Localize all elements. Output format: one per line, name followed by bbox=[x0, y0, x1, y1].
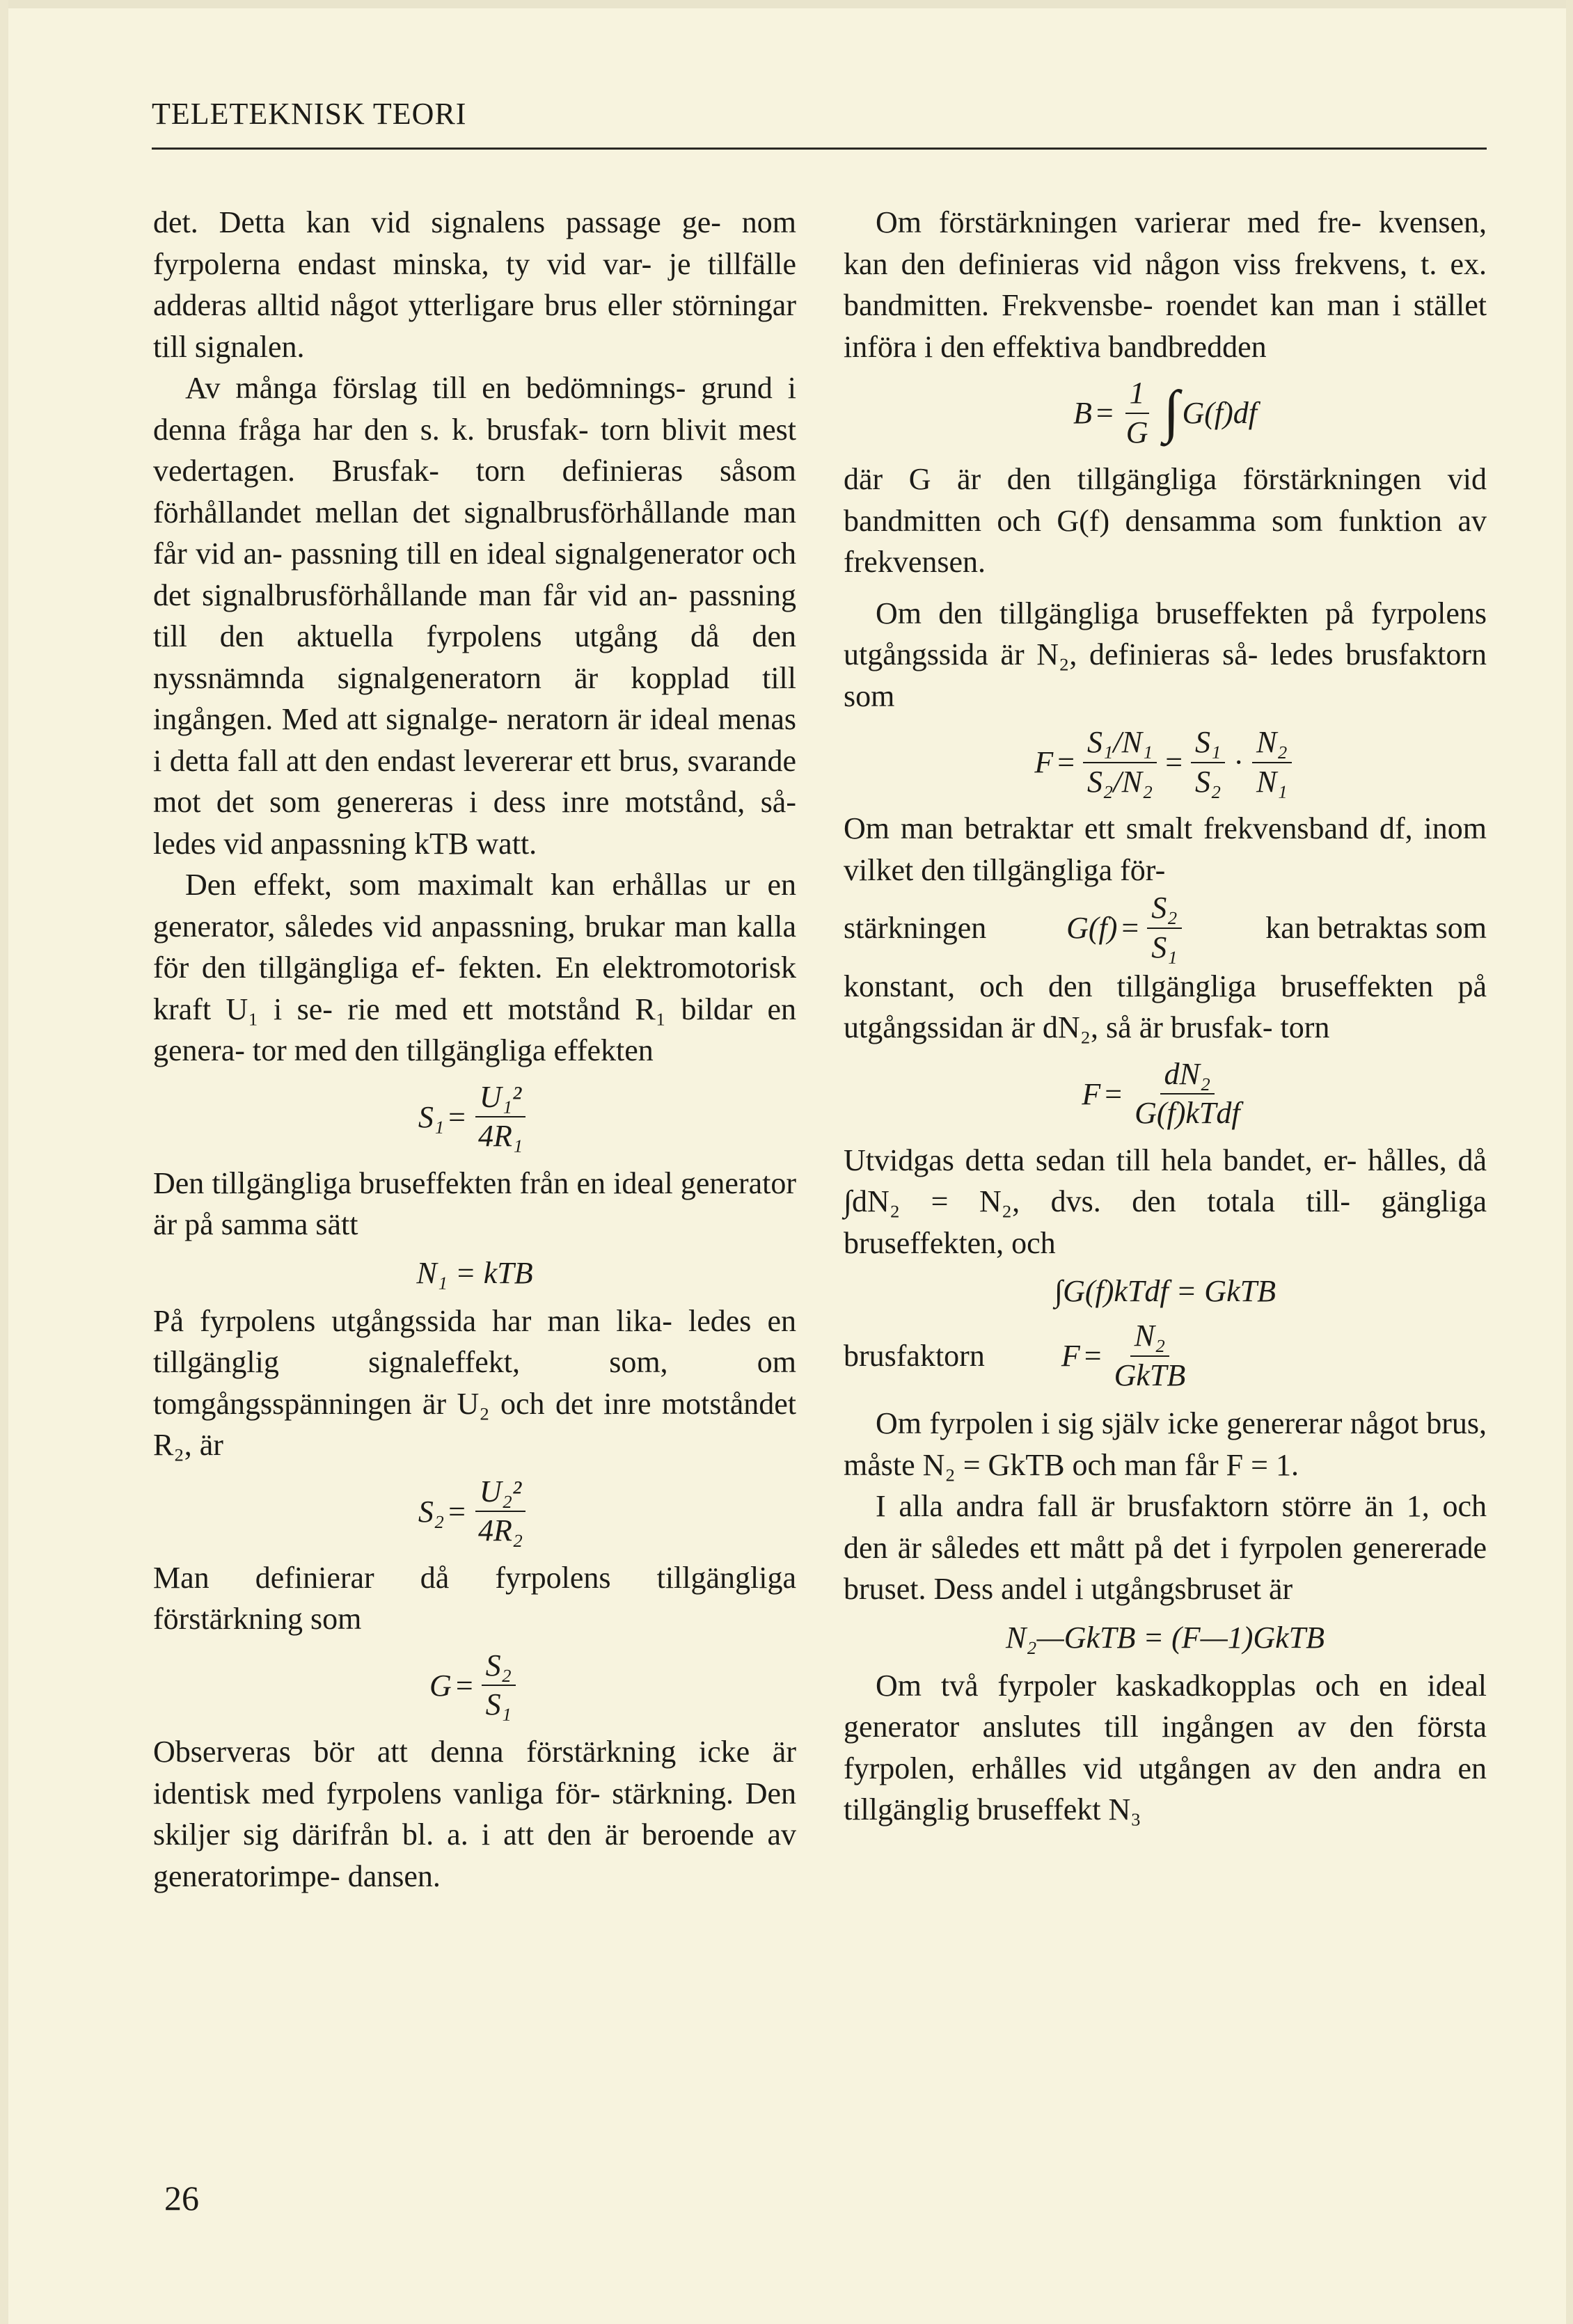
paragraph: Den tillgängliga bruseffekten från en ideal generator är på samma sätt bbox=[153, 1165, 796, 1242]
paragraph: Om den tillgängliga bruseffekten på fyrpolens utgångssida är N₂, definieras så- ledes brusfaktorn som bbox=[844, 596, 1487, 713]
paragraph: Av många förslag till en bedömnings- grund i denna fråga har den s. k. brusfak- torn blivit mest vedertagen. Brusfak- torn definieras såsom förhållandet mellan det signalbrusförhållande man får vid an- passning till en ideal signalgenerator och det signalbrusförhållande man får vid an- passning till den aktuella fyrpolens utgång då den nyssnämnda signalgeneratorn är kopplad till ingången. Med att signalge- neratorn är ideal menas i detta fall att den endast levererar ett brus, svarande mot det som genereras i dess inre motstånd, så- ledes vid anpassning kTB watt. bbox=[153, 371, 796, 861]
paragraph: Om man betraktar ett smalt frekvensband df, inom vilket den tillgängliga för- bbox=[844, 811, 1487, 887]
page-edge bbox=[0, 0, 8, 2324]
paragraph: I alla andra fall är brusfaktorn större än 1, och den är således ett mått på det i fyrpolen genererade bruset. Dess andel i utgångsbruset är bbox=[844, 1489, 1487, 1607]
numerator: N₂ bbox=[1130, 1319, 1170, 1357]
formula-gain: G = $\frac{\text{S₂}}{\text{S₁}}$ bbox=[153, 1648, 796, 1723]
formula-available-power: S₁ = $\frac{\text{U₁²}}{\text{4R₁}}$ bbox=[153, 1080, 796, 1154]
denominator: 4R₁ bbox=[477, 1119, 523, 1154]
paragraph: Om fyrpolen i sig själv icke genererar något brus, måste N₂ = GkTB och man får F = 1. bbox=[844, 1406, 1487, 1482]
text-fragment: brusfaktorn bbox=[844, 1339, 985, 1374]
numerator: U₁² bbox=[475, 1080, 525, 1118]
formula-lhs: G(f) bbox=[1066, 911, 1118, 946]
denominator: G(f)kTdf bbox=[1135, 1096, 1240, 1131]
page-number: 26 bbox=[164, 2179, 199, 2218]
formula-lhs: G bbox=[429, 1668, 452, 1703]
right-column bbox=[844, 202, 1487, 1831]
formula-total-noise: ∫G(f)kTdf = GkTB bbox=[1054, 1274, 1276, 1309]
page-edge bbox=[0, 0, 1573, 8]
paragraph: Om förstärkningen varierar med fre- kvensen, kan den definieras vid någon viss frekvens, t. ex. bandmitten. Frekvensbe- roendet kan man i stället införa i den effektiva bandbredden bbox=[844, 205, 1487, 364]
formula-noise-power: N₁ = kTB bbox=[416, 1255, 533, 1290]
numerator: N₂ bbox=[1252, 725, 1292, 763]
fraction bbox=[482, 1648, 516, 1723]
formula-lhs: F bbox=[1034, 745, 1054, 780]
header-rule bbox=[152, 148, 1487, 150]
paragraph: Utvidgas detta sedan till hela bandet, er- hålles, då ∫dN₂ = N₂, dvs. den totala till- gängliga bruseffekten, och bbox=[844, 1143, 1487, 1260]
denominator: G bbox=[1125, 415, 1148, 449]
fraction bbox=[1122, 376, 1153, 450]
inline-formula-line bbox=[844, 891, 1487, 965]
integrand: G(f)df bbox=[1182, 396, 1258, 431]
paragraph: Om två fyrpoler kaskadkopplas och en ideal generator anslutes till ingången av den första fyrpolen, erhålles vid utgången av den andra en tillgänglig bruseffekt N₃ bbox=[844, 1668, 1487, 1827]
fraction bbox=[1191, 725, 1225, 799]
denominator: S₂ bbox=[1195, 764, 1222, 799]
formula-gain-function: G(f) = $\frac{\text{S₂}}{\text{S₁}}$ bbox=[1066, 891, 1185, 965]
denominator: S₂/N₂ bbox=[1087, 764, 1153, 799]
fraction bbox=[1252, 725, 1292, 799]
paragraph: det. Detta kan vid signalens passage ge- nom fyrpolerna endast minska, ty vid var- je tillfälle adderas alltid något ytterligare brus eller störningar till signalen. bbox=[153, 205, 796, 364]
text-fragment: stärkningen bbox=[844, 911, 987, 946]
formula-lhs: B bbox=[1073, 396, 1092, 431]
numerator: S₁/N₁ bbox=[1083, 725, 1157, 763]
denominator: 4R₂ bbox=[477, 1513, 523, 1548]
numerator: 1 bbox=[1125, 376, 1149, 414]
denominator: S₁ bbox=[1151, 930, 1178, 964]
fraction bbox=[1110, 1319, 1190, 1393]
fraction bbox=[1083, 725, 1157, 799]
text-fragment: kan betraktas som bbox=[1265, 911, 1487, 946]
formula-output-power: S₂ = $\frac{\text{U₂²}}{\text{4R₂}}$ bbox=[153, 1474, 796, 1549]
numerator: U₂² bbox=[475, 1474, 525, 1513]
numerator: dN₂ bbox=[1160, 1057, 1215, 1095]
paragraph: Den effekt, som maximalt kan erhållas ur en generator, således vid anpassning, brukar man kalla för den tillgängliga ef- fekten. En elektromotorisk kraft U₁ i se- rie med ett motstånd R₁ bildar en genera- tor med den tillgängliga effekten bbox=[153, 868, 796, 1067]
paragraph: Man definierar då fyrpolens tillgängliga förstärkning som bbox=[153, 1560, 796, 1637]
denominator: N₁ bbox=[1256, 764, 1288, 799]
formula-noise-figure: F = $\frac{\text{S₁/N₁}}{\text{S₂/N₂}}$ = $\frac{\text{S₁}}{\text{S₂}}$ · $\frac{\text{N₂}}{\text{N₁}}$ bbox=[844, 725, 1487, 799]
integral-sign: ∫ bbox=[1163, 379, 1180, 444]
formula-noise-figure-total: F = $\frac{\text{N₂}}{\text{GkTB}}$ bbox=[1061, 1319, 1194, 1393]
formula-noise-share: N₂—GkTB = (F—1)GkTB bbox=[1005, 1620, 1325, 1655]
formula-lhs: S₂ bbox=[418, 1494, 445, 1529]
paragraph: konstant, och den tillgängliga bruseffekten på utgångssidan är dN₂, så är brusfak- torn bbox=[844, 969, 1487, 1045]
left-column bbox=[153, 202, 796, 1897]
fraction bbox=[1130, 1057, 1244, 1131]
numerator: S₂ bbox=[1147, 891, 1181, 929]
formula-lhs: F bbox=[1082, 1076, 1101, 1111]
formula-noise-figure-differential: F = $\frac{\text{dN₂}}{\text{G(f)kTdf}}$ bbox=[844, 1057, 1487, 1131]
paragraph: Observeras bör att denna förstärkning icke är identisk med fyrpolens vanliga för- stärkning. Den skiljer sig därifrån bl. a. i att den är beroende av generatorimpe- dansen. bbox=[153, 1735, 796, 1893]
fraction bbox=[474, 1474, 527, 1549]
fraction bbox=[1147, 891, 1181, 965]
fraction bbox=[474, 1080, 527, 1154]
denominator: S₁ bbox=[485, 1687, 512, 1722]
denominator: GkTB bbox=[1114, 1358, 1186, 1392]
formula-lhs: F bbox=[1061, 1339, 1080, 1374]
paragraph: där G är den tillgängliga förstärkningen vid bandmitten och G(f) densamma som funktion av frekvensen. bbox=[844, 462, 1487, 580]
formula-bandwidth: B = $\frac{1}{G}$ ∫ G(f)df bbox=[1073, 376, 1258, 449]
running-header: TELETEKNISK TEORI bbox=[152, 97, 467, 131]
numerator: S₂ bbox=[482, 1648, 516, 1687]
formula-lhs: S₁ bbox=[418, 1099, 445, 1134]
numerator: S₁ bbox=[1191, 725, 1225, 763]
paragraph: På fyrpolens utgångssida har man lika- ledes en tillgänglig signaleffekt, som, om tomgångsspänningen är U₂ och det inre motståndet R₂, är bbox=[153, 1303, 796, 1463]
noise-figure-line bbox=[844, 1319, 1487, 1393]
page-edge bbox=[1566, 0, 1573, 2324]
